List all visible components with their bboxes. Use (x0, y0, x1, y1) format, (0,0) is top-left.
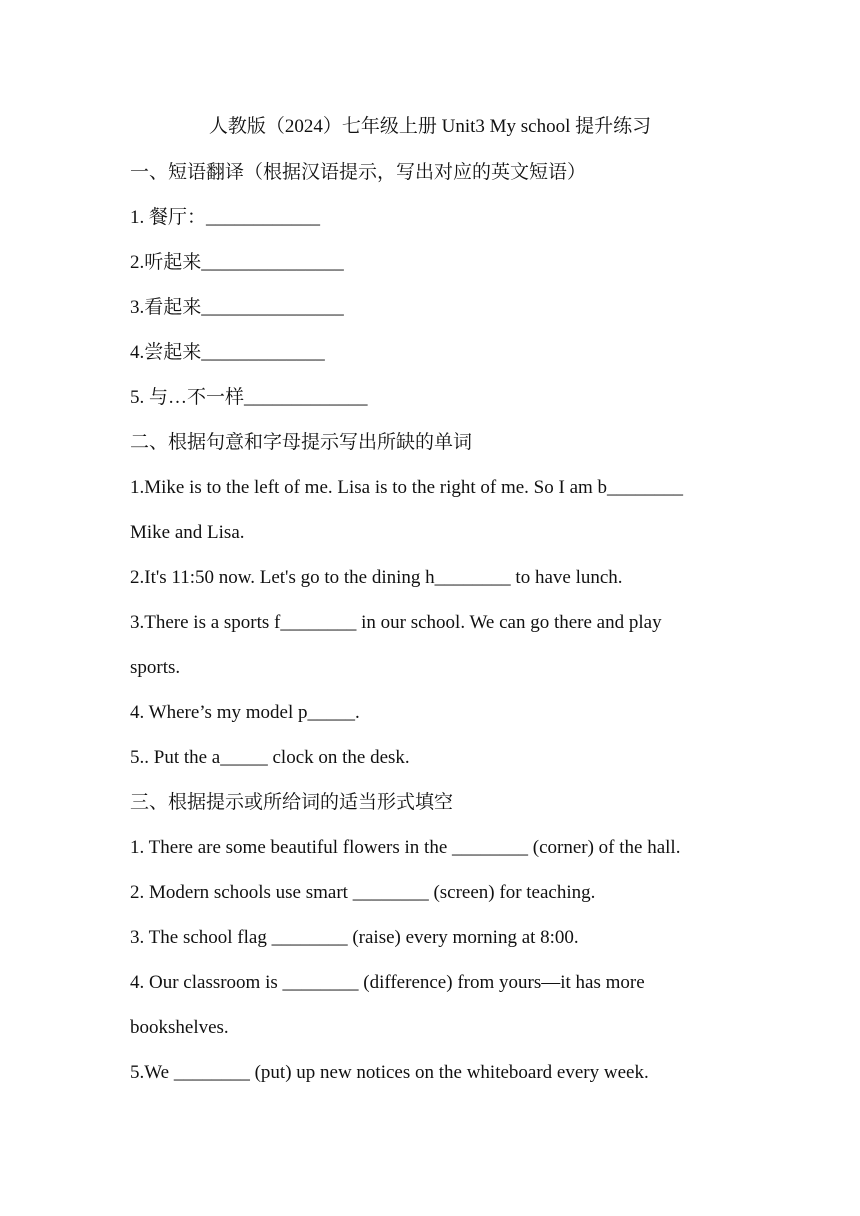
section1-item-5: 5. 与…不一样_____________ (130, 387, 368, 408)
section2-line-4: 4. Where’s my model p_____. (130, 702, 360, 723)
worksheet-title: 人教版（2024）七年级上册 Unit3 My school 提升练习 (208, 116, 652, 137)
section3-line-1: 1. There are some beautiful flowers in the ________ (corner) of the hall. (130, 837, 681, 858)
section3-line-5: 5.We ________ (put) up new notices on the whiteboard every week. (130, 1062, 649, 1083)
section2-line-2: 2.It's 11:50 now. Let's go to the dining h________ to have lunch. (130, 567, 623, 588)
section3-line-2: 2. Modern schools use smart ________ (screen) for teaching. (130, 882, 596, 903)
section1-item-4: 4.尝起来_____________ (130, 342, 325, 363)
section3-line-4: 4. Our classroom is ________ (difference) from yours—it has more (130, 972, 645, 993)
section2-line-3-cont: sports. (130, 657, 181, 678)
section2-line-5: 5.. Put the a_____ clock on the desk. (130, 747, 410, 768)
section3-line-4-cont: bookshelves. (130, 1017, 229, 1038)
section1-item-2: 2.听起来_______________ (130, 252, 344, 273)
section2-line-3: 3.There is a sports f________ in our school. We can go there and play (130, 612, 662, 633)
section2-heading: 二、根据句意和字母提示写出所缺的单词 (130, 432, 473, 453)
section1-item-3: 3.看起来_______________ (130, 297, 344, 318)
section2-line-1: 1.Mike is to the left of me. Lisa is to the right of me. So I am b________ (130, 477, 684, 498)
section1-item-1: 1. 餐厅：____________ (130, 207, 321, 228)
section1-heading: 一、短语翻译（根据汉语提示，写出对应的英文短语） (130, 162, 587, 183)
section3-line-3: 3. The school flag ________ (raise) every morning at 8:00. (130, 927, 579, 948)
section2-line-1-cont: Mike and Lisa. (130, 522, 245, 543)
section3-heading: 三、根据提示或所给词的适当形式填空 (130, 792, 454, 813)
